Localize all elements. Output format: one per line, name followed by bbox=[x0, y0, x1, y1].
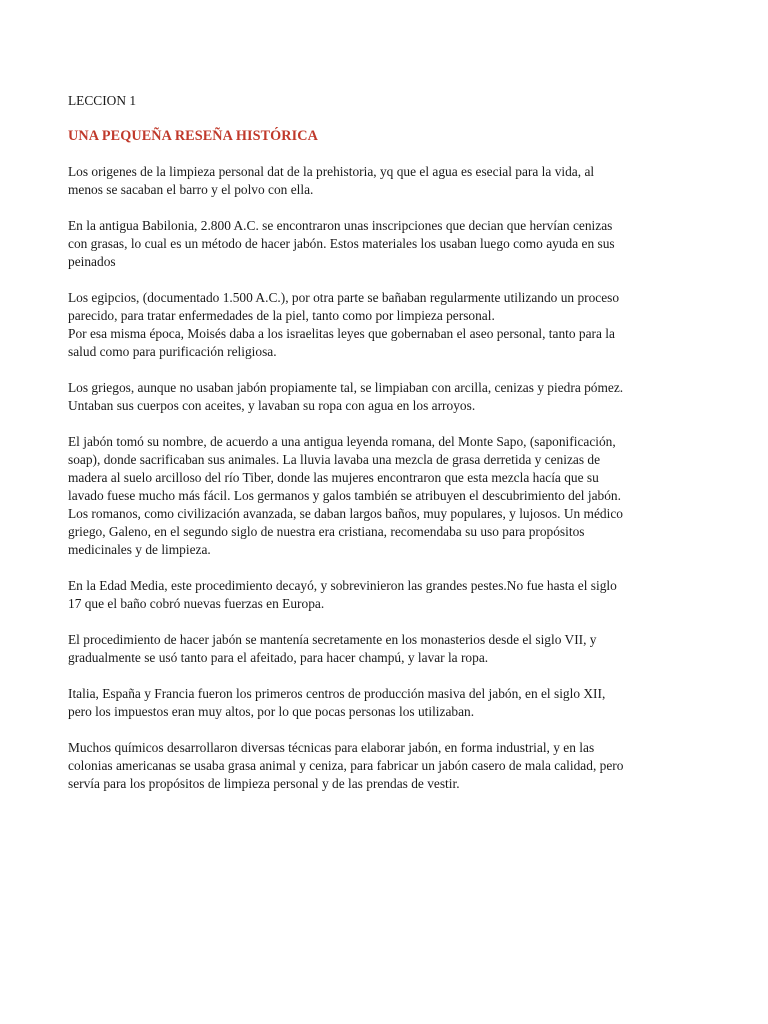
paragraph-line: soap), donde sacrificaban sus animales. La lluvia lavaba una mezcla de grasa derretida y cenizas de bbox=[68, 452, 601, 467]
paragraph-line: madera al suelo arcilloso del río Tiber, donde las mujeres encontraron que esta mezcla hacía que su bbox=[68, 470, 599, 485]
paragraph-line: parecido, para tratar enfermedades de la piel, tanto como por limpieza personal. bbox=[68, 308, 495, 323]
body-text bbox=[68, 163, 708, 793]
paragraph bbox=[68, 577, 708, 613]
paragraph-line: lavado fuese mucho más fácil. Los germanos y galos también se atribuyen el descubrimiento del jabón. bbox=[68, 488, 621, 503]
paragraph-line: peinados bbox=[68, 254, 116, 269]
paragraph-line: menos se sacaban el barro y el polvo con ella. bbox=[68, 182, 314, 197]
paragraph bbox=[68, 631, 708, 667]
paragraph-line: Untaban sus cuerpos con aceites, y lavaban su ropa con agua en los arroyos. bbox=[68, 398, 476, 413]
paragraph-line: 17 que el baño cobró nuevas fuerzas en Europa. bbox=[68, 596, 325, 611]
document-page bbox=[68, 92, 708, 811]
paragraph-line: En la Edad Media, este procedimiento decayó, y sobrevinieron las grandes pestes.No fue hasta el siglo bbox=[68, 578, 617, 593]
paragraph-line: griego, Galeno, en el segundo siglo de nuestra era cristiana, recomendaba su uso para propósitos bbox=[68, 524, 585, 539]
paragraph-line: servía para los propósitos de limpieza personal y de las prendas de vestir. bbox=[68, 776, 460, 791]
paragraph-line: gradualmente se usó tanto para el afeitado, para hacer champú, y lavar la ropa. bbox=[68, 650, 489, 665]
paragraph-line: Los origenes de la limpieza personal dat de la prehistoria, yq que el agua es esecial para la vida, al bbox=[68, 164, 595, 179]
paragraph-line: Italia, España y Francia fueron los primeros centros de producción masiva del jabón, en el siglo XII, bbox=[68, 686, 606, 701]
paragraph-line: Los griegos, aunque no usaban jabón propiamente tal, se limpiaban con arcilla, cenizas y piedra pómez. bbox=[68, 380, 624, 395]
paragraph-line: Los egipcios, (documentado 1.500 A.C.), por otra parte se bañaban regularmente utilizando un proceso bbox=[68, 290, 620, 305]
paragraph-line: En la antigua Babilonia, 2.800 A.C. se encontraron unas inscripciones que decian que hervían cenizas bbox=[68, 218, 613, 233]
paragraph-line: El jabón tomó su nombre, de acuerdo a una antigua leyenda romana, del Monte Sapo, (saponificación, bbox=[68, 434, 616, 449]
section-heading: UNA PEQUEÑA RESEÑA HISTÓRICA bbox=[68, 128, 318, 144]
paragraph-line: El procedimiento de hacer jabón se mantenía secretamente en los monasterios desde el siglo VII, y bbox=[68, 632, 597, 647]
paragraph-line: Muchos químicos desarrollaron diversas técnicas para elaborar jabón, en forma industrial, y en las bbox=[68, 740, 595, 755]
lesson-label: LECCION 1 bbox=[68, 93, 137, 108]
paragraph-line: pero los impuestos eran muy altos, por lo que pocas personas los utilizaban. bbox=[68, 704, 475, 719]
paragraph bbox=[68, 739, 708, 793]
paragraph-line: medicinales y de limpieza. bbox=[68, 542, 211, 557]
paragraph-line: Por esa misma época, Moisés daba a los israelitas leyes que gobernaban el aseo personal, tanto para la bbox=[68, 326, 615, 341]
paragraph bbox=[68, 289, 708, 361]
paragraph-line: salud como para purificación religiosa. bbox=[68, 344, 277, 359]
paragraph-line: Los romanos, como civilización avanzada, se daban largos baños, muy populares, y lujosos. Un médico bbox=[68, 506, 623, 521]
paragraph-line: con grasas, lo cual es un método de hacer jabón. Estos materiales los usaban luego como ayuda en sus bbox=[68, 236, 615, 251]
paragraph-line: colonias americanas se usaba grasa animal y ceniza, para fabricar un jabón casero de mala calidad, pero bbox=[68, 758, 624, 773]
paragraph bbox=[68, 379, 708, 415]
paragraph bbox=[68, 685, 708, 721]
paragraph bbox=[68, 163, 708, 199]
paragraph bbox=[68, 433, 708, 559]
paragraph bbox=[68, 217, 708, 271]
